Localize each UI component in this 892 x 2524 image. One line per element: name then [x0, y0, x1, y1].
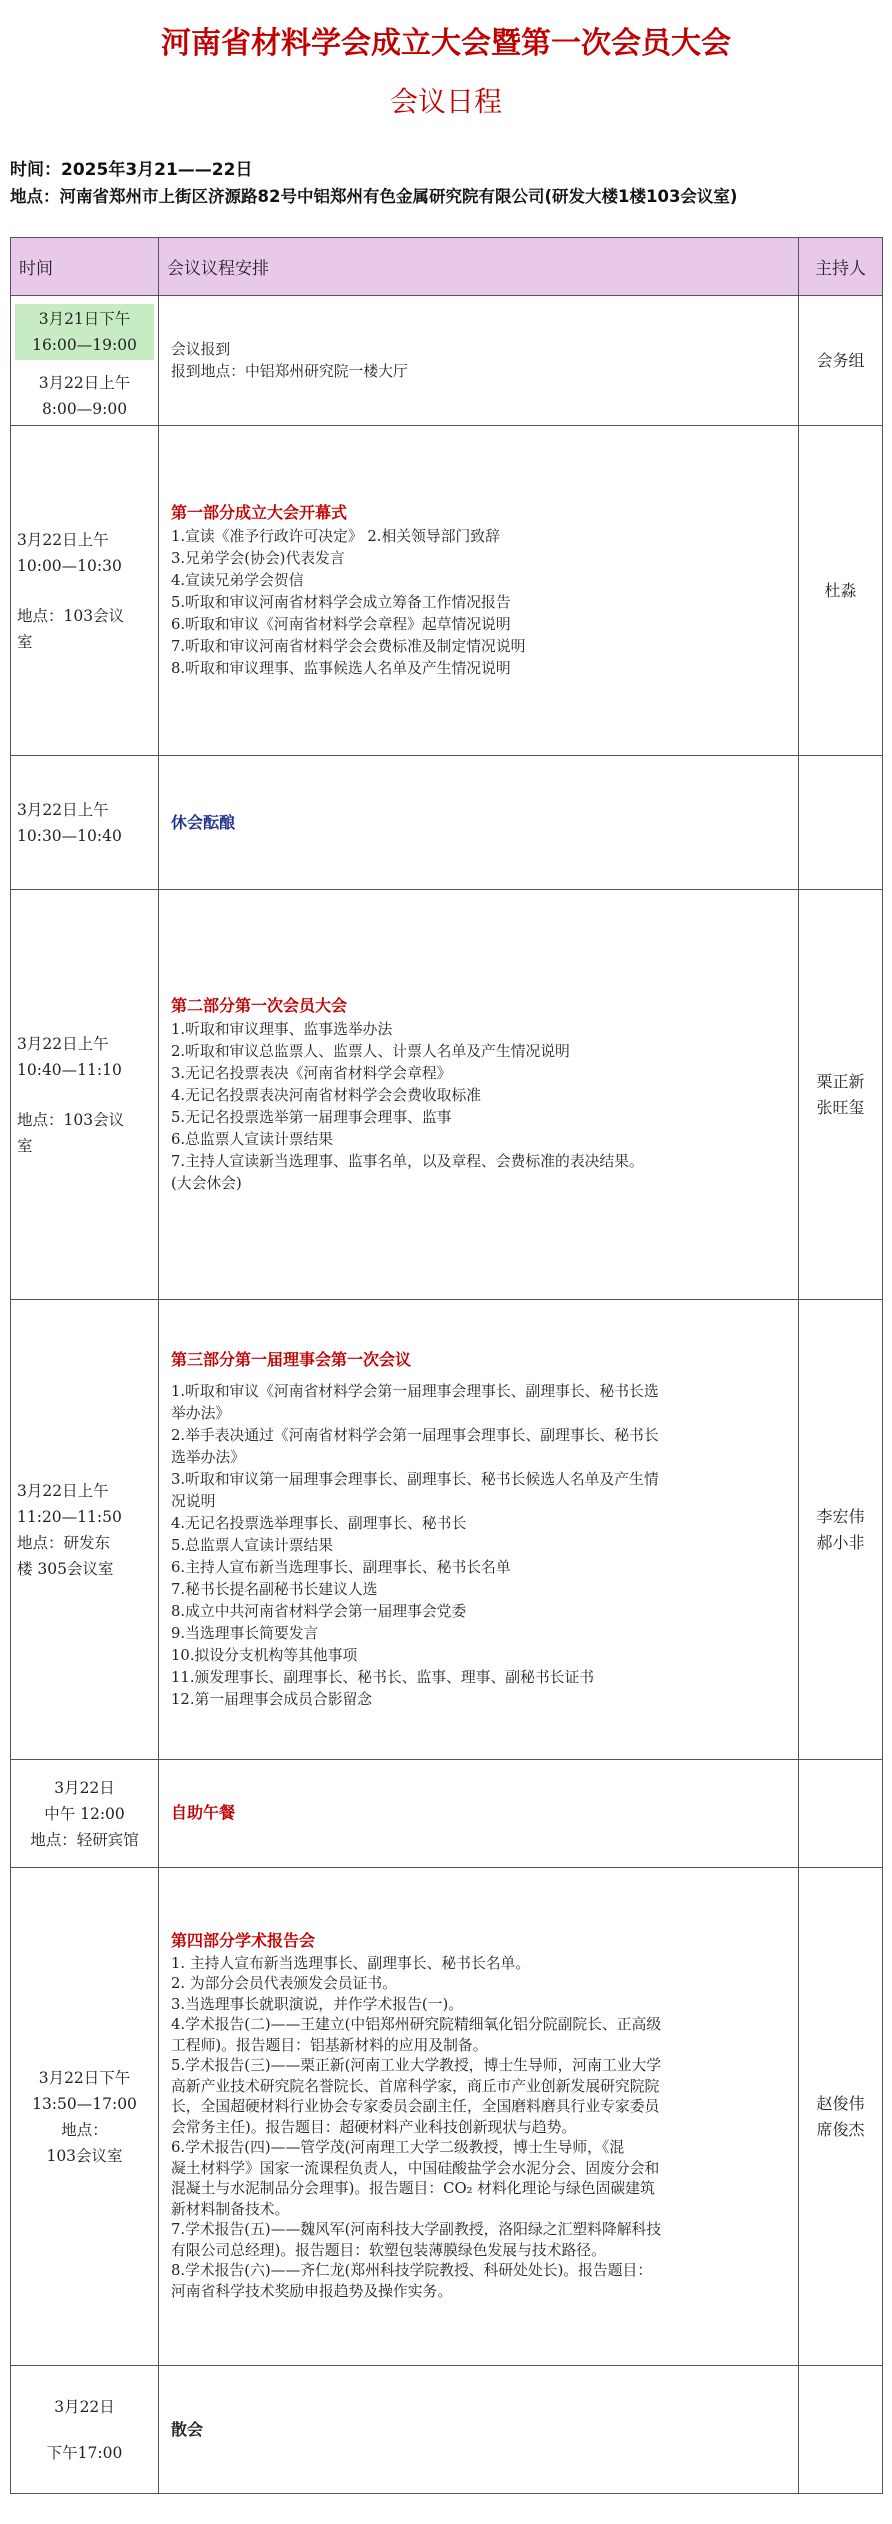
agenda-item: 3.听取和审议第一届理事会理事长、副理事长、秘书长候选人名单及产生情: [171, 1470, 659, 1488]
host-name: 会务组: [816, 350, 865, 370]
agenda-cell: [159, 1300, 799, 1760]
host-cell: [799, 426, 883, 756]
time-line: 10:00—10:30: [17, 556, 122, 575]
host-name: 栗正新: [816, 1071, 865, 1091]
host-cell: [799, 296, 883, 426]
adjourn-label: 散会: [171, 2419, 204, 2439]
section-title: 第二部分第一次会员大会: [171, 995, 348, 1015]
time-cell: [11, 1300, 159, 1760]
agenda-item: 7.主持人宣读新当选理事、监事名单，以及章程、会费标准的表决结果。: [171, 1152, 644, 1170]
table-row: [11, 1300, 883, 1760]
page-title: 河南省材料学会成立大会暨第一次会员大会: [161, 26, 731, 61]
host-cell: [799, 1760, 883, 1868]
host-name: 张旺玺: [816, 1097, 865, 1117]
agenda-item: 工程师)。报告题目：铝基新材料的应用及制备。: [171, 2036, 488, 2054]
agenda-item: 报到地点：中铝郑州研究院一楼大厅: [171, 362, 408, 380]
agenda-item: 5.无记名投票选举第一届理事会理事、监事: [171, 1108, 452, 1126]
time-cell: [11, 296, 159, 426]
host-name: 李宏伟: [816, 1506, 865, 1526]
agenda-item: 3.兄弟学会(协会)代表发言: [171, 549, 345, 567]
agenda-item: 7.秘书长提名副秘书长建议人选: [171, 1580, 378, 1598]
table-row: [11, 426, 883, 756]
time-cell: [11, 426, 159, 756]
place-line: 地点：103会议: [17, 606, 125, 625]
agenda-item: 会常务主任)。报告题目：超硬材料产业科技创新现状与趋势。: [171, 2118, 577, 2136]
time-line: 地点：轻研宾馆: [30, 1830, 139, 1849]
place-line: 楼 305会议室: [17, 1559, 114, 1578]
agenda-item: 8.学术报告(六)——齐仁龙(郑州科技学院教授、科研处处长)。报告题目：: [171, 2262, 653, 2279]
agenda-cell: [159, 2366, 799, 2494]
time-line: 3月22日上午: [17, 800, 109, 819]
agenda-table: [10, 237, 883, 2494]
time-line: 16:00—19:00: [32, 335, 137, 354]
agenda-cell: [159, 890, 799, 1300]
time-line: 11:20—11:50: [17, 1507, 122, 1526]
host-name: 杜淼: [824, 580, 857, 600]
break-label: 休会酝酿: [171, 812, 236, 832]
break-label: 自助午餐: [171, 1802, 236, 1822]
place-line: 室: [17, 1136, 33, 1155]
agenda-item: 新材料制备技术。: [171, 2200, 290, 2218]
agenda-item: 1.宣读《准予行政许可决定》 2.相关领导部门致辞: [171, 527, 500, 545]
agenda-item: 4.学术报告(二)——王建立(中铝郑州研究院精细氧化铝分院副院长、正高级: [171, 2016, 662, 2033]
time-cell: [11, 1760, 159, 1868]
time-line: 3月22日: [54, 2397, 115, 2416]
time-line: 3月22日下午: [38, 2068, 131, 2087]
agenda-item: 1. 主持人宣布新当选理事长、副理事长、秘书长名单。: [171, 1954, 531, 1972]
section-title: 第一部分成立大会开幕式: [171, 502, 348, 522]
time-line: 3月22日上午: [17, 1481, 109, 1500]
table-header-row: [11, 238, 883, 296]
host-cell: [799, 1300, 883, 1760]
agenda-item: 6.听取和审议《河南省材料学会章程》起草情况说明: [171, 615, 511, 633]
time-line: 13:50—17:00: [32, 2094, 137, 2113]
time-line: 10:30—10:40: [17, 826, 122, 845]
agenda-item: 1.听取和审议理事、监事选举办法: [171, 1020, 393, 1038]
time-line: 3月22日上午: [17, 530, 109, 549]
agenda-item: 6.总监票人宣读计票结果: [171, 1130, 334, 1148]
time-line: 8:00—9:00: [41, 399, 128, 418]
agenda-item: 8.听取和审议理事、监事候选人名单及产生情况说明: [171, 659, 511, 677]
agenda-item: 2.举手表决通过《河南省材料学会第一届理事会理事长、副理事长、秘书长: [171, 1426, 659, 1444]
meeting-time: 时间：2025年3月21——22日: [10, 160, 253, 180]
host-cell: [799, 2366, 883, 2494]
agenda-item: 有限公司总经理)。报告题目：软塑包装薄膜绿色发展与技术路径。: [171, 2241, 606, 2259]
agenda-item: 2. 为部分会员代表颁发会员证书。: [171, 1975, 397, 1992]
table-row: [11, 296, 883, 426]
time-cell: [11, 1868, 159, 2366]
time-cell: [11, 2366, 159, 2494]
agenda-item: 5.总监票人宣读计票结果: [171, 1536, 334, 1554]
host-name: 席俊杰: [816, 2119, 865, 2139]
agenda-item: 5.听取和审议河南省材料学会成立筹备工作情况报告: [171, 593, 511, 611]
agenda-item: 况说明: [171, 1492, 216, 1510]
time-line: 10:40—11:10: [17, 1060, 122, 1079]
section-title: 第四部分学术报告会: [171, 1931, 316, 1950]
time-line: 3月21日下午: [38, 309, 131, 328]
agenda-item: 长，全国超硬材料行业协会专家委员会副主任，全国磨料磨具行业专家委员: [171, 2098, 660, 2115]
agenda-item: 混凝土与水泥制品分会理事)。报告题目：CO₂ 材料化理论与绿色固碳建筑: [171, 2180, 655, 2197]
agenda-item: 9.当选理事长简要发言: [171, 1624, 319, 1642]
place-line: 地点：103会议: [17, 1110, 125, 1129]
time-line: 下午17:00: [46, 2443, 123, 2462]
agenda-item: 1.听取和审议《河南省材料学会第一届理事会理事长、副理事长、秘书长选: [171, 1382, 659, 1400]
host-cell: [799, 1868, 883, 2366]
time-cell: [11, 756, 159, 890]
time-line: 3月22日上午: [17, 1034, 109, 1053]
meeting-place: 地点：河南省郑州市上街区济源路82号中铝郑州有色金属研究院有限公司(研发大楼1楼103会议室): [10, 187, 738, 206]
table-row: [11, 756, 883, 890]
agenda-item: 4.宣读兄弟学会贺信: [171, 571, 304, 589]
agenda-item: 5.学术报告(三)——栗正新(河南工业大学教授，博士生导师，河南工业大学: [171, 2057, 662, 2074]
agenda-cell: [159, 1760, 799, 1868]
table-row: [11, 2366, 883, 2494]
header-host: 主持人: [799, 238, 883, 296]
place-line: 地点：研发东: [17, 1533, 111, 1552]
agenda-item: 2.听取和审议总监票人、监票人、计票人名单及产生情况说明: [171, 1042, 570, 1060]
page-subtitle: 会议日程: [389, 85, 502, 118]
agenda-item: 10.拟设分支机构等其他事项: [171, 1646, 358, 1664]
time-line: 3月22日: [54, 1778, 115, 1797]
table-row: [11, 1868, 883, 2366]
host-name: 郝小非: [816, 1532, 865, 1552]
agenda-item: 3.无记名投票表决《河南省材料学会章程》: [171, 1064, 452, 1082]
host-cell: [799, 756, 883, 890]
agenda-item: 3.当选理事长就职演说，并作学术报告(一)。: [171, 1995, 464, 2013]
agenda-cell: [159, 296, 799, 426]
agenda-cell: [159, 426, 799, 756]
section-title: 第三部分第一届理事会第一次会议: [171, 1349, 412, 1369]
agenda-cell: [159, 756, 799, 890]
agenda-item: 选举办法》: [171, 1448, 245, 1466]
agenda-item: 6.学术报告(四)——管学茂(河南理工大学二级教授，博士生导师，《混: [171, 2139, 625, 2156]
table-row: [11, 1760, 883, 1868]
agenda-item: 12.第一届理事会成员合影留念: [171, 1690, 373, 1708]
place-line: 地点：: [61, 2120, 108, 2139]
time-line: 中午 12:00: [44, 1804, 125, 1823]
agenda-item: 举办法》: [171, 1404, 231, 1422]
agenda-item: 11.颁发理事长、副理事长、秘书长、监事、理事、副秘书长证书: [171, 1668, 595, 1686]
agenda-item: 河南省科学技术奖励申报趋势及操作实务。: [171, 2282, 453, 2300]
time-cell: [11, 890, 159, 1300]
agenda-cell: [159, 1868, 799, 2366]
place-line: 103会议室: [46, 2146, 123, 2165]
agenda-item: 凝土材料学》国家一流课程负责人，中国硅酸盐学会水泥分会、固废分会和: [171, 2159, 660, 2177]
agenda-item: 4.无记名投票表决河南省材料学会会费收取标准: [171, 1086, 482, 1104]
host-name: 赵俊伟: [816, 2093, 865, 2113]
time-highlight: [15, 304, 154, 360]
agenda-item: 7.学术报告(五)——魏风军(河南科技大学副教授，洛阳绿之汇塑料降解科技: [171, 2221, 662, 2238]
agenda-item: 7.听取和审议河南省材料学会会费标准及制定情况说明: [171, 637, 526, 655]
agenda-item: 4.无记名投票选举理事长、副理事长、秘书长: [171, 1514, 467, 1532]
header-agenda: 会议议程安排: [159, 238, 799, 296]
host-cell: [799, 890, 883, 1300]
time-line: 3月22日上午: [38, 373, 131, 392]
table-row: [11, 890, 883, 1300]
agenda-item: 6.主持人宣布新当选理事长、副理事长、秘书长名单: [171, 1558, 511, 1576]
header-time: 时间: [11, 238, 159, 296]
agenda-item: 8.成立中共河南省材料学会第一届理事会党委: [171, 1602, 467, 1620]
agenda-item: 高新产业技术研究院名誉院长、首席科学家，商丘市产业创新发展研究院院: [171, 2077, 660, 2095]
place-line: 室: [17, 632, 33, 651]
agenda-item: 会议报到: [171, 340, 231, 358]
agenda-item: (大会休会): [171, 1174, 242, 1192]
